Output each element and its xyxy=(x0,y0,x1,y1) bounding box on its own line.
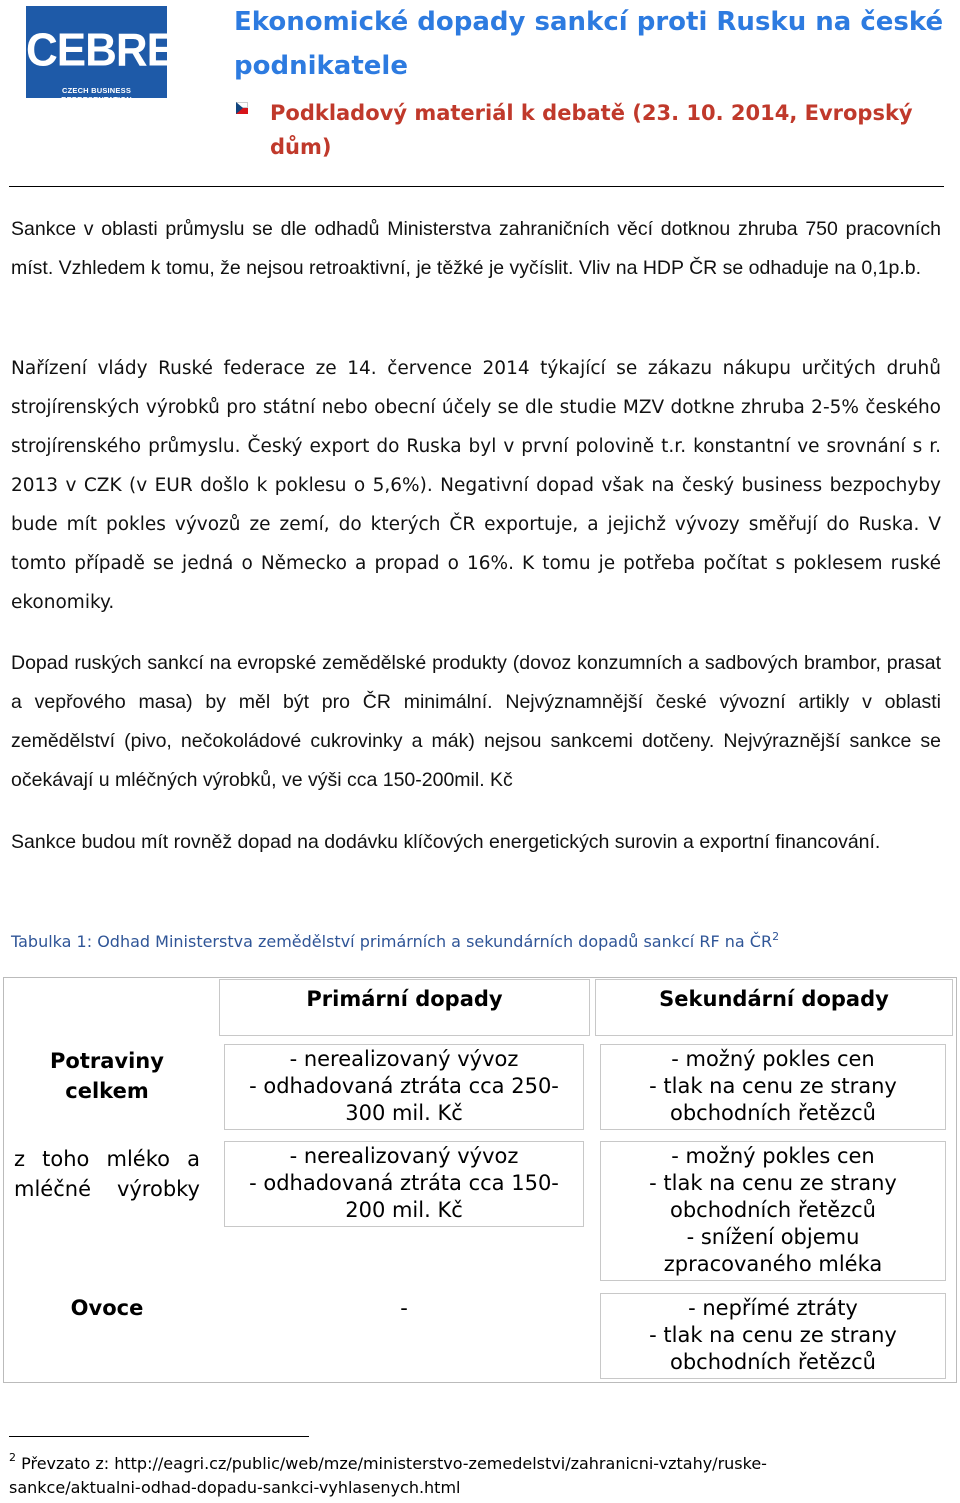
footnote-text: Převzato z: http://eagri.cz/public/web/mze/ministerstvo-zemedelstvi/zahranicni-vztahy/ruske- xyxy=(21,1454,767,1473)
paragraph-government-decree: Nařízení vlády Ruské federace ze 14. července 2014 týkající se zákazu nákupu určitých druhů strojírenských výrobků pro státní nebo obecní účely se dle studie MZV dotkne zhruba 2-5% českého strojírenského průmyslu. Český export do Ruska byl v první polovině t.r. konstantní ve srovnání s r. 2013 v CZK (v EUR došlo k poklesu o 5,6%). Negativní dopad však na český business bezpochyby bude mít pokles vývozů ze zemí, do kterých ČR exportuje, a jejichž vývozy směřují do Ruska. V tomto případě se jedná o Německo a propad o 16%. K tomu je potřeba počítat s poklesem ruské ekonomiky. xyxy=(11,358,941,613)
cell-line: obchodních řetězců xyxy=(669,1350,876,1374)
table-row xyxy=(224,1295,584,1322)
cell-line: 300 mil. Kč xyxy=(345,1101,463,1125)
cell-line: - odhadovaná ztráta cca 150- xyxy=(249,1171,559,1195)
cell-line: - nerealizovaný vývoz xyxy=(289,1047,519,1071)
footnote xyxy=(9,1446,909,1500)
cell-line: zpracovaného mléka xyxy=(663,1252,883,1276)
cell-line: - tlak na cenu ze strany xyxy=(649,1171,897,1195)
czech-flag-icon xyxy=(236,102,248,114)
cell-line: obchodních řetězců xyxy=(669,1101,876,1125)
cell-line: - odhadovaná ztráta cca 250- xyxy=(249,1074,559,1098)
cell-line: - snížení objemu xyxy=(686,1225,860,1249)
row-label-line: mléčné výrobky xyxy=(14,1177,200,1201)
footnote-number: 2 xyxy=(9,1451,16,1464)
cell-line: 200 mil. Kč xyxy=(345,1198,463,1222)
row-label-dairy xyxy=(14,1144,200,1204)
table-row xyxy=(600,1046,946,1127)
document-title: Ekonomické dopady sankcí proti Rusku na české podnikatele xyxy=(234,7,944,81)
cell-line: - možný pokles cen xyxy=(671,1144,875,1168)
row-label-potraviny: Potraviny celkem xyxy=(50,1049,164,1103)
table-row xyxy=(224,1143,584,1224)
document-subtitle: Podkladový materiál k debatě (23. 10. 2014, Evropský dům) xyxy=(270,101,913,159)
logo-subtext: CZECH BUSINESS REPRESENTATION xyxy=(61,86,132,104)
table-header-primary: Primární dopady xyxy=(306,987,503,1011)
cell-line: - možný pokles cen xyxy=(671,1047,875,1071)
cell-line: obchodních řetězců xyxy=(669,1198,876,1222)
cell-line: - tlak na cenu ze strany xyxy=(649,1074,897,1098)
cell-line: - xyxy=(400,1296,408,1320)
paragraph-agriculture: Dopad ruských sankcí na evropské zemědělské produkty (dovoz konzumních a sadbových brambor, prasat a vepřového masa) by měl být pro ČR minimální. Nejvýznamnější české vývozní artikly v oblasti zemědělství (pivo, nečokoládové cukrovinky a mák) nejsou sankcemi dotčeny. Nejvýraznější sankce se očekávají u mléčných výrobků, ve výši cca 150-200mil. Kč xyxy=(11,652,941,791)
cell-line: - tlak na cenu ze strany xyxy=(649,1323,897,1347)
footnote-line xyxy=(9,1446,909,1476)
header-divider xyxy=(9,186,944,187)
row-label-ovoce: Ovoce xyxy=(70,1296,144,1320)
table-row xyxy=(600,1295,946,1376)
table-caption xyxy=(11,930,779,951)
footnote-reference: 2 xyxy=(772,930,780,943)
table-row xyxy=(600,1143,946,1278)
cell-line: - nerealizovaný vývoz xyxy=(289,1144,519,1168)
paragraph-industry: Sankce v oblasti průmyslu se dle odhadů Ministerstva zahraničních věcí dotknou zhruba 750 pracovních míst. Vzhledem k tomu, že nejsou retroaktivní, je těžké je vyčíslit. Vliv na HDP ČR se odhaduje na 0,1p.b. xyxy=(11,218,941,279)
footnote-line: sankce/aktualni-odhad-dopadu-sankci-vyhlasenych.html xyxy=(9,1478,461,1497)
table-row xyxy=(224,1046,584,1127)
cebre-logo xyxy=(26,6,176,104)
table-caption-text: Tabulka 1: Odhad Ministerstva zemědělství primárních a sekundárních dopadů sankcí RF na ČR xyxy=(11,932,773,951)
cell-line: - nepřímé ztráty xyxy=(688,1296,858,1320)
paragraph-energy: Sankce budou mít rovněž dopad na dodávku klíčových energetických surovin a exportní financování. xyxy=(11,831,881,853)
table-header-secondary: Sekundární dopady xyxy=(659,987,889,1011)
row-label-line: z toho mléko a xyxy=(14,1147,200,1171)
logo-text: CEBRE xyxy=(26,24,176,77)
footnote-divider xyxy=(9,1436,309,1437)
